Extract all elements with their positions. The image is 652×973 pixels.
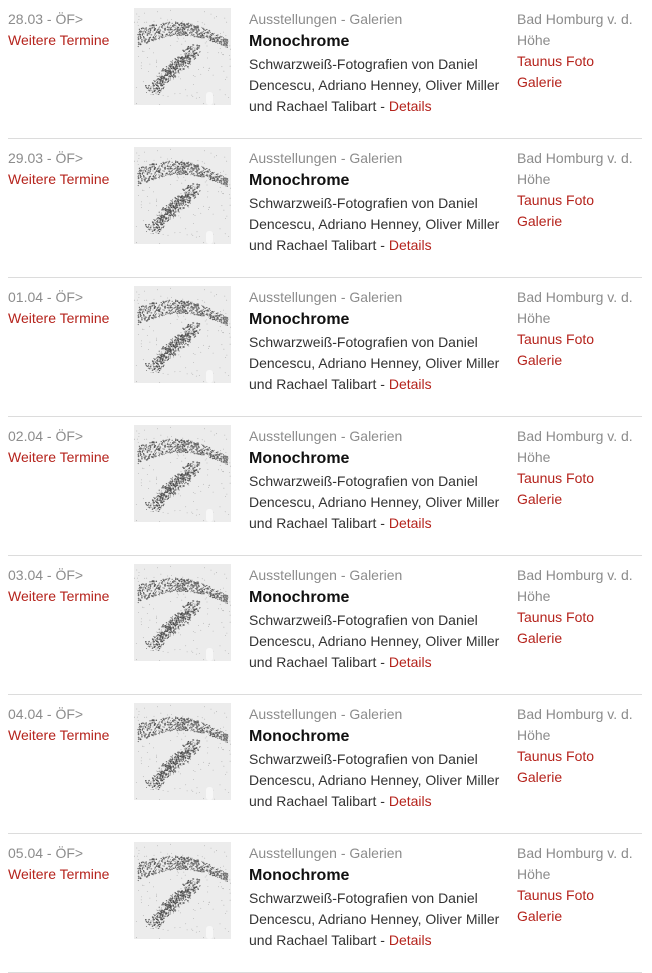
more-dates-link[interactable]: Weitere Termine [8, 171, 110, 187]
venue-link[interactable]: Taunus Foto Galerie [517, 331, 595, 368]
event-title[interactable]: Monochrome [249, 867, 350, 884]
starling-murmuration-photo-icon [134, 425, 231, 522]
event-thumbnail[interactable] [134, 147, 231, 244]
event-category: Ausstellungen - Galerien [249, 150, 403, 166]
more-dates-link[interactable]: Weitere Termine [8, 32, 110, 48]
event-title[interactable]: Monochrome [249, 450, 350, 467]
event-row [8, 278, 642, 417]
event-info [249, 148, 504, 256]
event-city: Bad Homburg v. d. Höhe [517, 150, 633, 187]
event-title[interactable]: Monochrome [249, 311, 350, 328]
event-info [249, 704, 504, 812]
event-date-column [8, 9, 130, 51]
starling-murmuration-photo-icon [134, 286, 231, 383]
event-date-column [8, 843, 130, 885]
event-date: 28.03 - ÖF> [8, 11, 84, 27]
event-thumbnail[interactable] [134, 425, 231, 522]
event-city: Bad Homburg v. d. Höhe [517, 706, 633, 743]
event-row [8, 556, 642, 695]
event-city: Bad Homburg v. d. Höhe [517, 11, 633, 48]
event-category: Ausstellungen - Galerien [249, 845, 403, 861]
event-category: Ausstellungen - Galerien [249, 706, 403, 722]
event-row [8, 417, 642, 556]
event-description: Schwarzweiß-Fotografien von Daniel Dencescu, Adriano Henney, Oliver Miller und Rachael Talibart - [249, 56, 500, 114]
event-location [517, 148, 642, 232]
more-dates-link[interactable]: Weitere Termine [8, 449, 110, 465]
event-info [249, 565, 504, 673]
more-dates-link[interactable]: Weitere Termine [8, 866, 110, 882]
starling-murmuration-photo-icon [134, 842, 231, 939]
venue-link[interactable]: Taunus Foto Galerie [517, 887, 595, 924]
starling-murmuration-photo-icon [134, 147, 231, 244]
event-row [8, 0, 642, 139]
venue-link[interactable]: Taunus Foto Galerie [517, 53, 595, 90]
event-date: 04.04 - ÖF> [8, 706, 84, 722]
event-row [8, 139, 642, 278]
event-date-column [8, 565, 130, 607]
event-thumbnail[interactable] [134, 8, 231, 105]
event-description: Schwarzweiß-Fotografien von Daniel Dencescu, Adriano Henney, Oliver Miller und Rachael Talibart - [249, 473, 500, 531]
event-location [517, 843, 642, 927]
event-description: Schwarzweiß-Fotografien von Daniel Dencescu, Adriano Henney, Oliver Miller und Rachael Talibart - [249, 612, 500, 670]
event-date-column [8, 148, 130, 190]
event-row [8, 695, 642, 834]
event-title[interactable]: Monochrome [249, 33, 350, 50]
event-description: Schwarzweiß-Fotografien von Daniel Dencescu, Adriano Henney, Oliver Miller und Rachael Talibart - [249, 890, 500, 948]
event-title[interactable]: Monochrome [249, 728, 350, 745]
event-category: Ausstellungen - Galerien [249, 289, 403, 305]
event-title[interactable]: Monochrome [249, 589, 350, 606]
event-list [8, 0, 642, 973]
details-link[interactable]: Details [388, 654, 432, 670]
event-description: Schwarzweiß-Fotografien von Daniel Dencescu, Adriano Henney, Oliver Miller und Rachael Talibart - [249, 751, 500, 809]
event-date: 03.04 - ÖF> [8, 567, 84, 583]
event-description: Schwarzweiß-Fotografien von Daniel Dencescu, Adriano Henney, Oliver Miller und Rachael Talibart - [249, 195, 500, 253]
venue-link[interactable]: Taunus Foto Galerie [517, 192, 595, 229]
details-link[interactable]: Details [388, 98, 432, 114]
event-city: Bad Homburg v. d. Höhe [517, 289, 633, 326]
venue-link[interactable]: Taunus Foto Galerie [517, 470, 595, 507]
more-dates-link[interactable]: Weitere Termine [8, 588, 110, 604]
details-link[interactable]: Details [388, 932, 432, 948]
event-row [8, 834, 642, 973]
details-link[interactable]: Details [388, 376, 432, 392]
event-location [517, 704, 642, 788]
event-date-column [8, 287, 130, 329]
starling-murmuration-photo-icon [134, 703, 231, 800]
event-location [517, 565, 642, 649]
details-link[interactable]: Details [388, 515, 432, 531]
starling-murmuration-photo-icon [134, 8, 231, 105]
event-info [249, 426, 504, 534]
event-thumbnail[interactable] [134, 286, 231, 383]
more-dates-link[interactable]: Weitere Termine [8, 310, 110, 326]
more-dates-link[interactable]: Weitere Termine [8, 727, 110, 743]
event-date: 01.04 - ÖF> [8, 289, 84, 305]
event-info [249, 843, 504, 951]
event-date: 02.04 - ÖF> [8, 428, 84, 444]
event-category: Ausstellungen - Galerien [249, 428, 403, 444]
event-thumbnail[interactable] [134, 564, 231, 661]
starling-murmuration-photo-icon [134, 564, 231, 661]
event-date: 05.04 - ÖF> [8, 845, 84, 861]
event-city: Bad Homburg v. d. Höhe [517, 428, 633, 465]
venue-link[interactable]: Taunus Foto Galerie [517, 748, 595, 785]
event-date: 29.03 - ÖF> [8, 150, 84, 166]
event-city: Bad Homburg v. d. Höhe [517, 845, 633, 882]
event-city: Bad Homburg v. d. Höhe [517, 567, 633, 604]
event-title[interactable]: Monochrome [249, 172, 350, 189]
event-category: Ausstellungen - Galerien [249, 567, 403, 583]
event-date-column [8, 426, 130, 468]
event-category: Ausstellungen - Galerien [249, 11, 403, 27]
event-info [249, 9, 504, 117]
event-description: Schwarzweiß-Fotografien von Daniel Dencescu, Adriano Henney, Oliver Miller und Rachael Talibart - [249, 334, 500, 392]
event-info [249, 287, 504, 395]
venue-link[interactable]: Taunus Foto Galerie [517, 609, 595, 646]
event-location [517, 287, 642, 371]
event-date-column [8, 704, 130, 746]
event-location [517, 9, 642, 93]
event-thumbnail[interactable] [134, 842, 231, 939]
details-link[interactable]: Details [388, 237, 432, 253]
event-location [517, 426, 642, 510]
event-thumbnail[interactable] [134, 703, 231, 800]
details-link[interactable]: Details [388, 793, 432, 809]
